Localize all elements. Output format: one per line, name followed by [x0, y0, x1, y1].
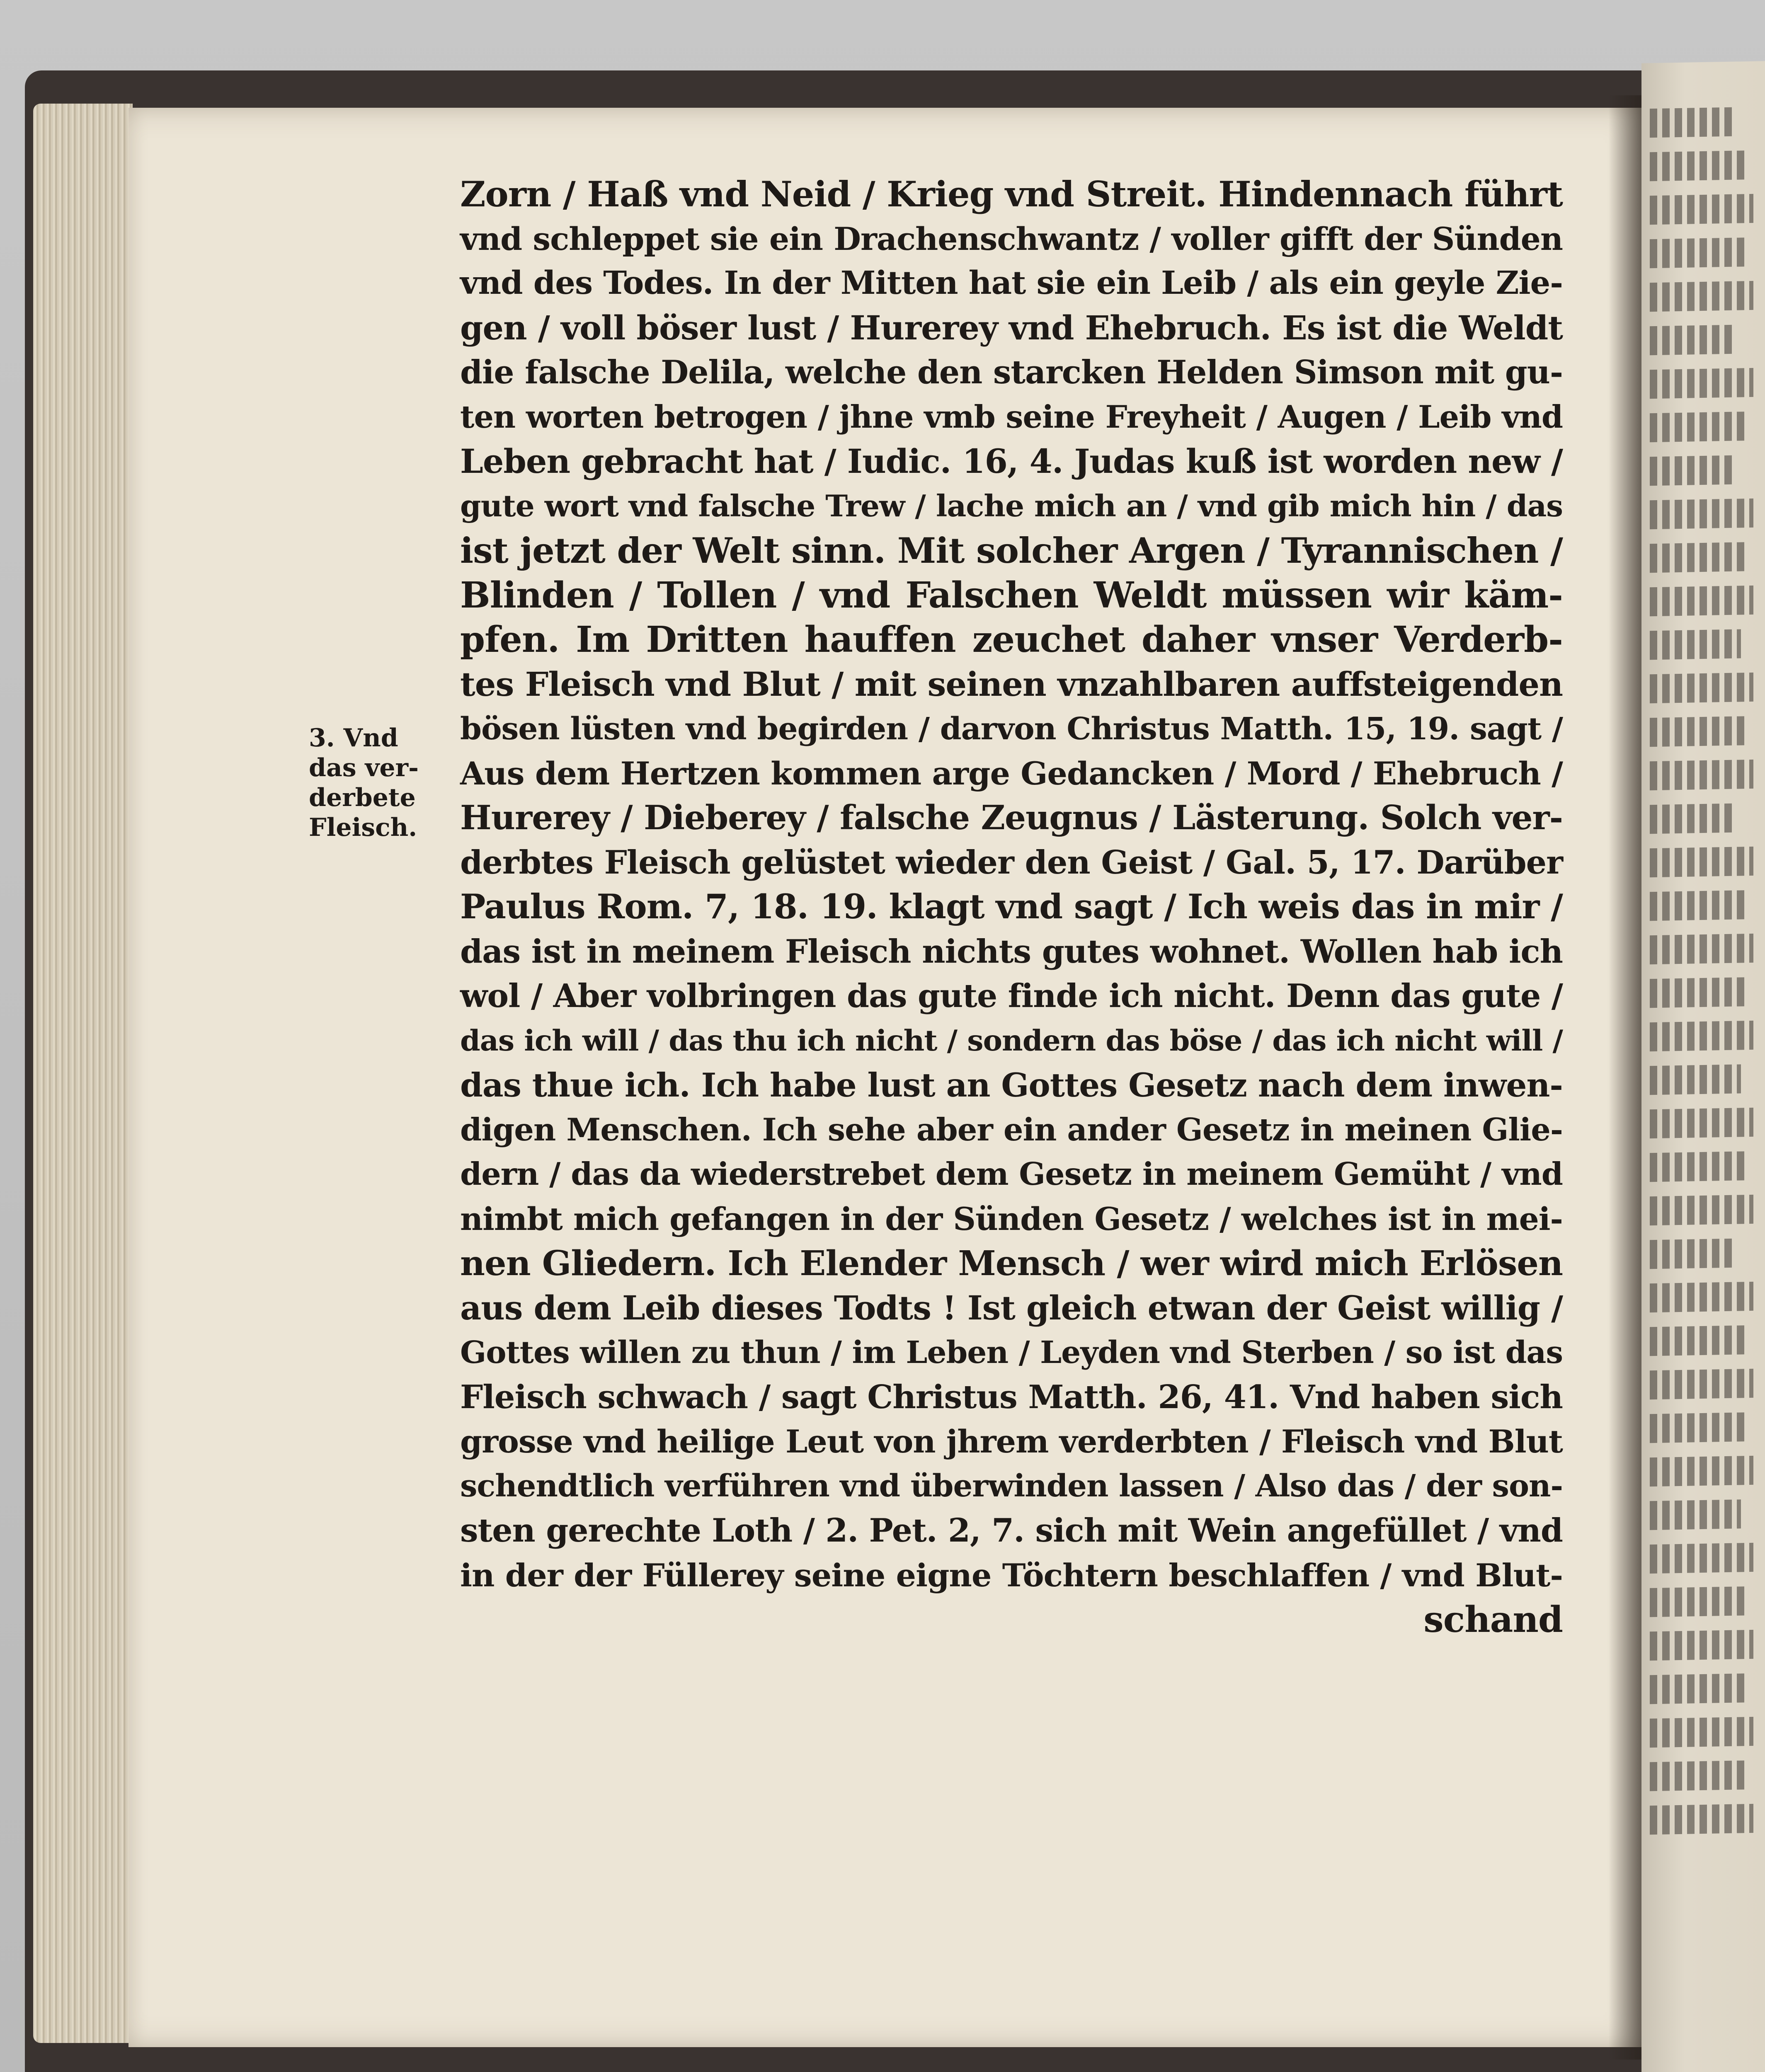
text-line: vnd schleppet sie ein Drachenschwantz / voller gifft der Sünden [460, 220, 1563, 257]
facing-text-line [1650, 411, 1749, 442]
facing-text-line [1650, 325, 1737, 356]
text-line: schendtlich verführen vnd überwinden lassen / Also das / der son- [460, 1468, 1563, 1504]
facing-page [1641, 61, 1765, 2072]
facing-text-line [1650, 1543, 1753, 1573]
facing-text-line [1650, 150, 1749, 181]
facing-text-line [1650, 1369, 1753, 1399]
text-line: Zorn / Haß vnd Neid / Krieg vnd Streit. Hindennach führt [460, 174, 1563, 215]
facing-text-line [1650, 1630, 1753, 1661]
marginal-note [309, 723, 454, 842]
text-line: Aus dem Hertzen kommen arge Gedancken / Mord / Ehebruch / [460, 754, 1563, 792]
facing-text-line [1650, 237, 1745, 268]
text-line: Gottes willen zu thun / im Leben / Leyden vnd Sterben / so ist das [460, 1334, 1563, 1370]
facing-text-line [1650, 847, 1753, 877]
facing-text-line [1650, 194, 1753, 225]
facing-text-line [1650, 499, 1753, 529]
facing-text-line [1650, 1717, 1753, 1748]
facing-text-line [1650, 1760, 1749, 1791]
text-line: das ich will / das thu ich nicht / sondern das böse / das ich nicht will / [460, 1024, 1563, 1058]
facing-text-line [1650, 1282, 1753, 1312]
marginal-note-line: 3. Vnd [309, 724, 398, 753]
facing-text-line [1650, 1499, 1741, 1530]
catchword: schand [1423, 1599, 1563, 1641]
text-line: Leben gebracht hat / Iudic. 16, 4. Judas kuß ist worden new / [460, 442, 1563, 481]
facing-text-line [1650, 281, 1753, 312]
text-line: nen Gliedern. Ich Elender Mensch / wer wird mich Erlösen [460, 1243, 1563, 1283]
text-line: dern / das da wiederstrebet dem Gesetz in meinem Gemüht / vnd [460, 1156, 1563, 1192]
text-line: das thue ich. Ich habe lust an Gottes Gesetz nach dem inwen- [460, 1066, 1563, 1104]
text-line: Paulus Rom. 7, 18. 19. klagt vnd sagt / Ich weis das in mir / [460, 887, 1563, 927]
facing-text-line [1650, 1412, 1749, 1443]
facing-text-line [1650, 629, 1741, 660]
facing-text-line [1650, 1804, 1753, 1835]
facing-text-line [1650, 586, 1753, 616]
text-line: gen / voll böser lust / Hurerey vnd Ehebruch. Es ist die Weldt [460, 308, 1563, 347]
page-edges [33, 104, 133, 2043]
facing-text-line [1650, 804, 1733, 834]
facing-text-line [1650, 1151, 1749, 1182]
facing-text-line [1650, 716, 1749, 747]
facing-text-line [1650, 542, 1745, 573]
facing-text-line [1650, 977, 1749, 1008]
facing-text-line [1650, 673, 1753, 703]
text-line: grosse vnd heilige Leut von jhrem verderbten / Fleisch vnd Blut [460, 1423, 1563, 1460]
text-line: ten worten betrogen / jhne vmb seine Freyheit / Augen / Leib vnd [460, 398, 1563, 435]
text-line: bösen lüsten vnd begirden / darvon Christus Matth. 15, 19. sagt / [460, 710, 1563, 747]
facing-text-line [1650, 368, 1753, 399]
text-line: pfen. Im Dritten hauffen zeuchet daher vnser Verderb- [460, 619, 1563, 661]
facing-text-line [1650, 1456, 1753, 1486]
text-line: in der der Füllerey seine eigne Töchtern beschlaffen / vnd Blut- [460, 1556, 1563, 1594]
facing-text-line [1650, 1108, 1753, 1138]
facing-text-line [1650, 890, 1745, 921]
text-line: vnd des Todes. In der Mitten hat sie ein Leib / als ein geyle Zie- [460, 264, 1563, 302]
facing-text-line [1650, 1586, 1749, 1617]
text-line: gute wort vnd falsche Trew / lache mich an / vnd gib mich hin / das [460, 488, 1563, 524]
facing-text-line [1650, 934, 1753, 964]
facing-text-line [1650, 1239, 1737, 1269]
text-line: tes Fleisch vnd Blut / mit seinen vnzahlbaren auffsteigenden [460, 664, 1563, 704]
main-text-block [460, 172, 1563, 1642]
marginal-note-line: Fleisch. [309, 813, 417, 842]
facing-text-line [1650, 1325, 1745, 1356]
facing-text-line [1650, 1195, 1753, 1225]
text-line: Hurerey / Dieberey / falsche Zeugnus / Lästerung. Solch ver- [460, 798, 1563, 837]
text-line: sten gerechte Loth / 2. Pet. 2, 7. sich mit Wein angefüllet / vnd [460, 1512, 1563, 1549]
text-line: Fleisch schwach / sagt Christus Matth. 26, 41. Vnd haben sich [460, 1378, 1563, 1416]
text-line: digen Menschen. Ich sehe aber ein ander Gesetz in meinen Glie- [460, 1111, 1563, 1148]
facing-text-line [1650, 760, 1753, 790]
text-line: ist jetzt der Welt sinn. Mit solcher Argen / Tyrannischen / [460, 530, 1563, 571]
text-line: die falsche Delila, welche den starcken Helden Simson mit gu- [460, 353, 1563, 391]
facing-text-line [1650, 107, 1733, 138]
text-line: aus dem Leib dieses Todts ! Ist gleich etwan der Geist willig / [460, 1288, 1563, 1327]
marginal-note-line: derbete [309, 783, 416, 812]
facing-text-line [1650, 1021, 1753, 1051]
text-line: nimbt mich gefangen in der Sünden Gesetz / welches ist in mei- [460, 1200, 1563, 1237]
text-line: wol / Aber volbringen das gute finde ich nicht. Denn das gute / [460, 977, 1563, 1015]
facing-text-line [1650, 1064, 1741, 1095]
facing-text-line [1650, 455, 1733, 486]
text-line: derbtes Fleisch gelüstet wieder den Geist / Gal. 5, 17. Darüber [460, 843, 1563, 881]
marginal-note-line: das ver- [309, 753, 419, 782]
text-line: Blinden / Tollen / vnd Falschen Weldt müssen wir käm- [460, 574, 1563, 616]
facing-text-line [1650, 1673, 1745, 1704]
text-line: das ist in meinem Fleisch nichts gutes wohnet. Wollen hab ich [460, 932, 1563, 971]
